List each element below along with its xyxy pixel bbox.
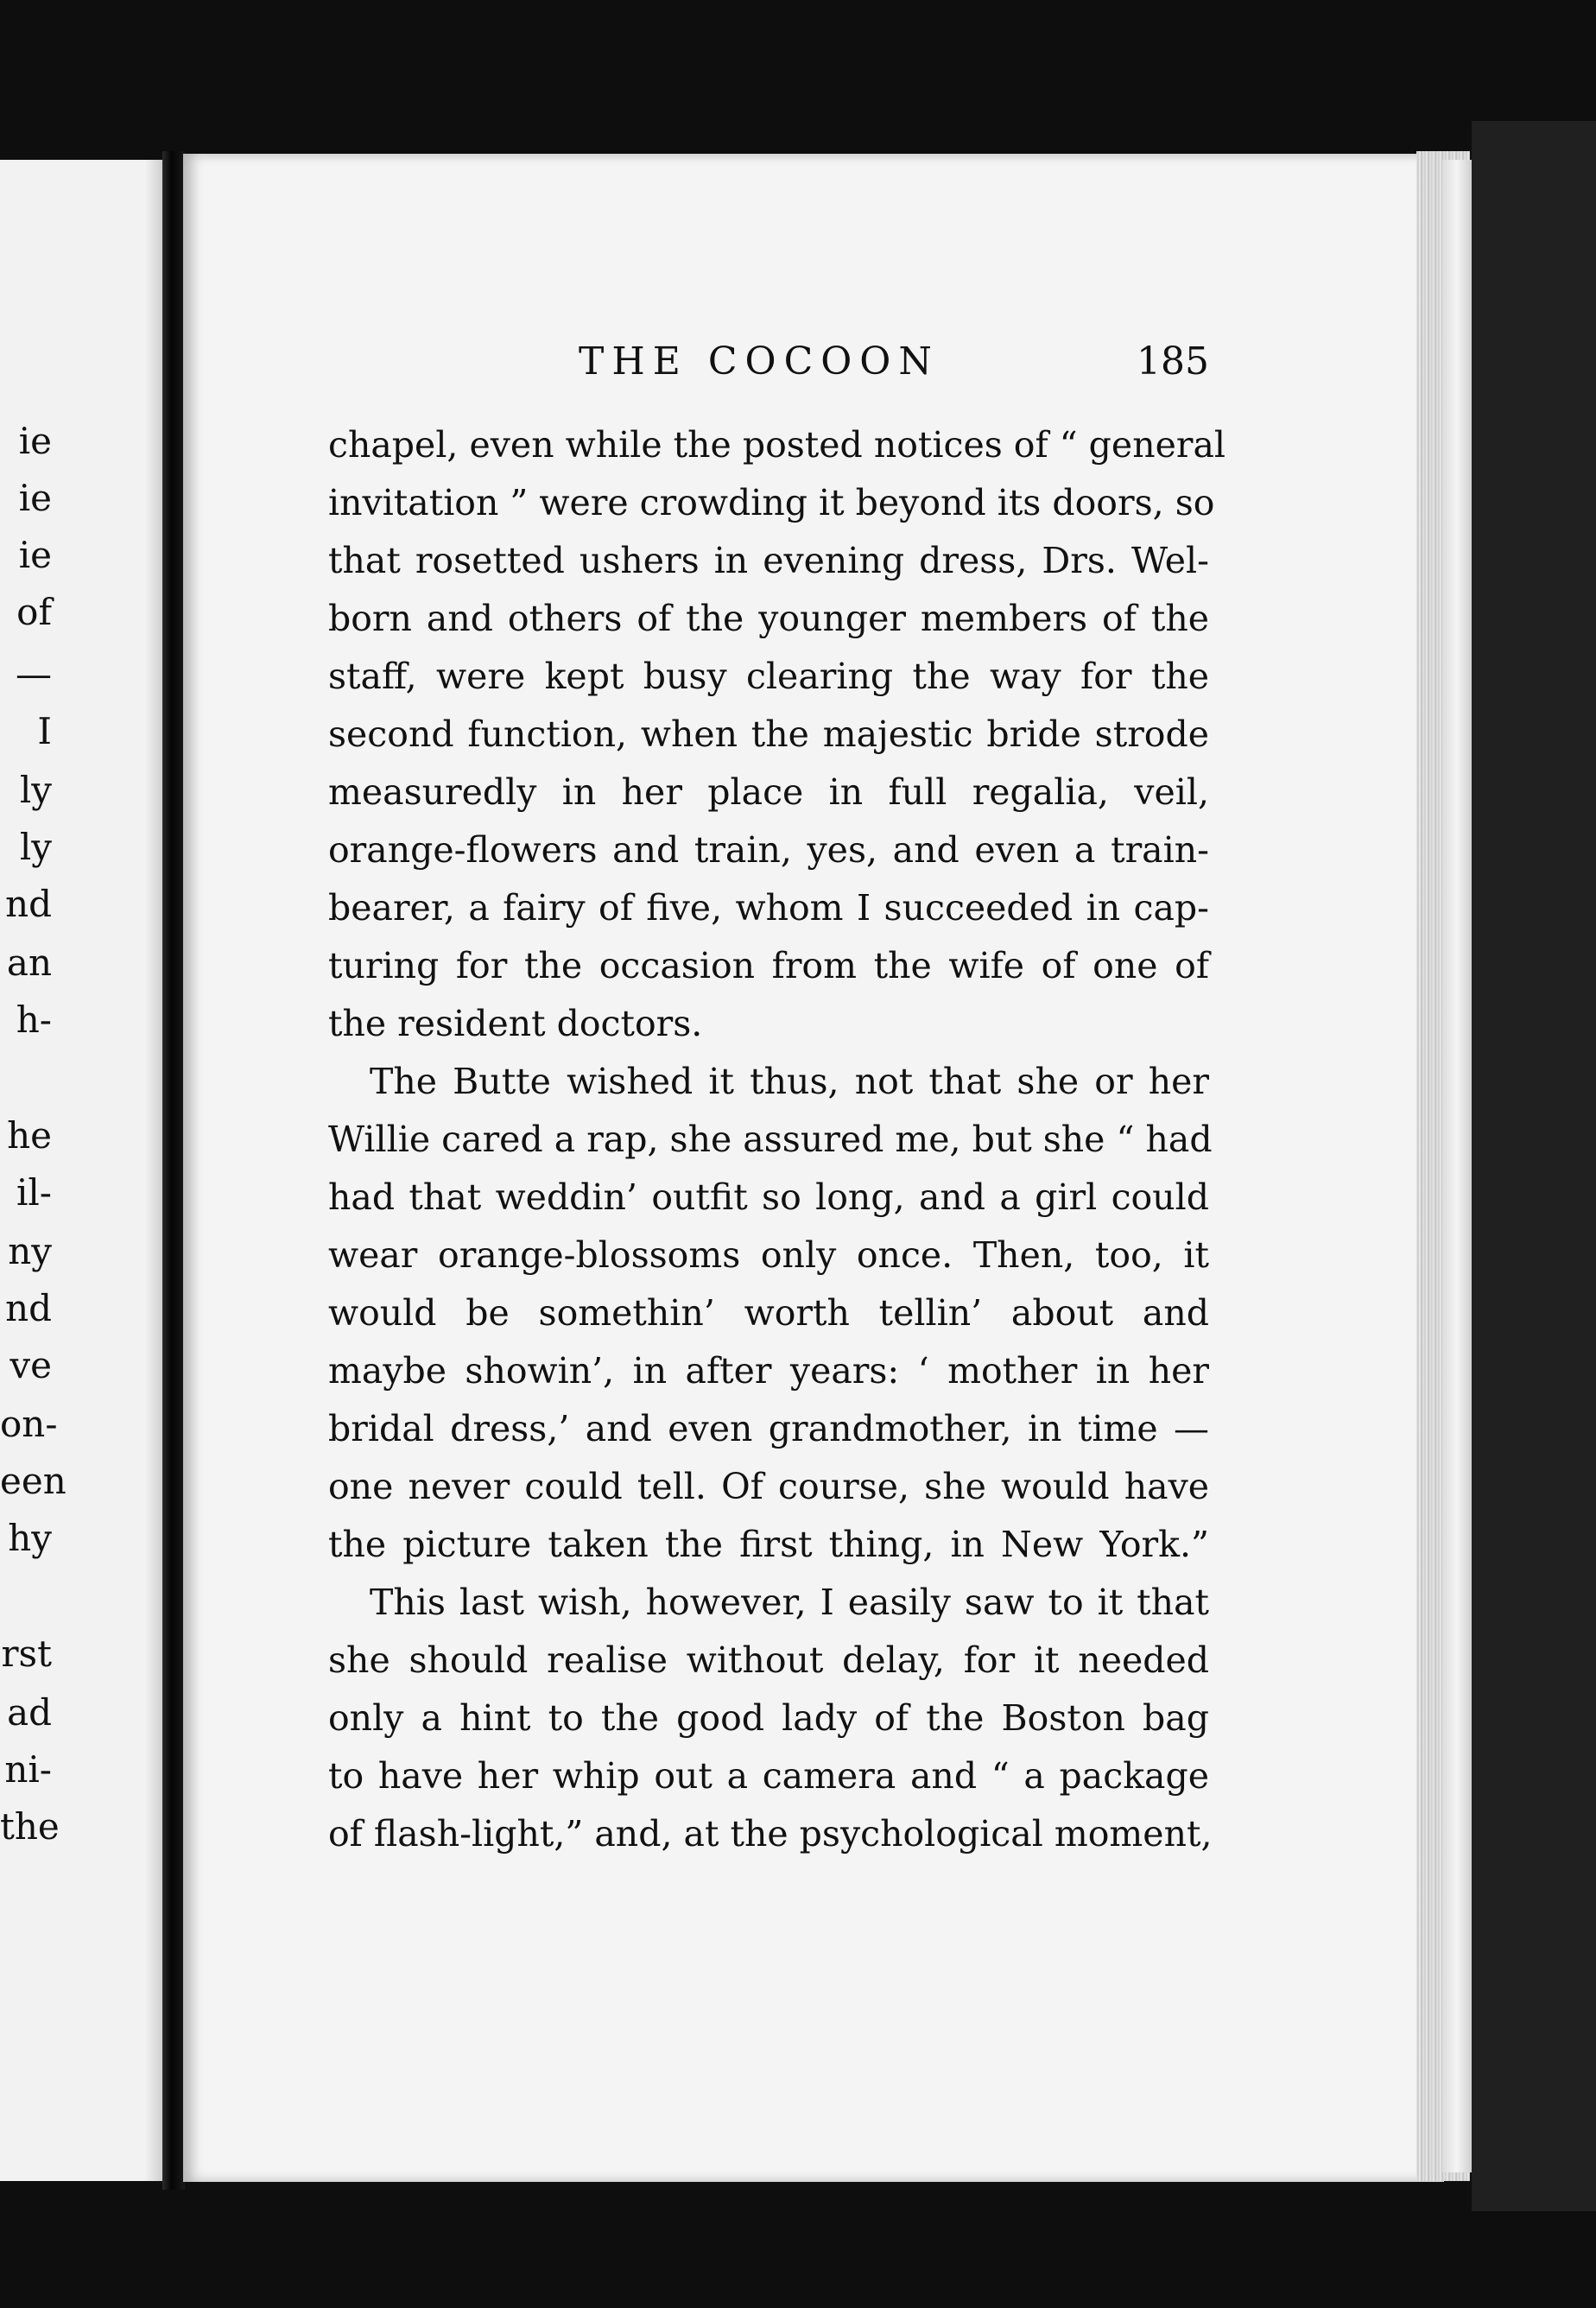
left-page-fragment: he: [7, 1114, 52, 1157]
left-page-fragment: nd: [5, 883, 52, 925]
left-page-fragment: een: [0, 1460, 66, 1502]
text-line: the picture taken the first thing, in New York.”: [328, 1524, 1209, 1565]
left-page-fragment: the: [0, 1805, 60, 1848]
text-line: only a hint to the good lady of the Boston bag: [328, 1697, 1209, 1739]
text-line: This last wish, however, I easily saw to it that: [370, 1582, 1209, 1623]
text-line: to have her whip out a camera and “ a package: [328, 1755, 1209, 1797]
running-head: THE COCOON: [579, 339, 940, 384]
body-text: [328, 416, 1226, 1863]
page-number: 185: [1137, 339, 1209, 384]
left-page-fragment: —: [16, 653, 52, 695]
text-line: The Butte wished it thus, not that she or her: [370, 1061, 1209, 1102]
text-line: chapel, even while the posted notices of “ general: [328, 424, 1226, 466]
text-line: staff, were kept busy clearing the way for the: [328, 656, 1209, 697]
text-line: would be somethin’ worth tellin’ about and: [328, 1292, 1209, 1334]
left-page-fragment: ie: [18, 420, 52, 462]
text-line: Willie cared a rap, she assured me, but she “ had: [328, 1119, 1213, 1160]
book-gutter: [162, 151, 185, 2190]
left-page-fragment: an: [6, 942, 52, 984]
text-line: born and others of the younger members of the: [328, 598, 1209, 639]
text-line: that rosetted ushers in evening dress, Drs. Wel-: [328, 540, 1209, 581]
book-cover: [1472, 121, 1596, 2211]
text-line: wear orange-blossoms only once. Then, too, it: [328, 1234, 1209, 1276]
left-page-fragment: on-: [0, 1403, 58, 1445]
left-page-fragment: h-: [16, 999, 52, 1041]
left-page-fragment: hy: [8, 1517, 52, 1559]
text-line: bearer, a fairy of five, whom I succeeded in cap-: [328, 887, 1209, 929]
left-page-fragment: ni-: [4, 1748, 52, 1791]
text-line: turing for the occasion from the wife of one of: [328, 945, 1209, 986]
text-line: measuredly in her place in full regalia, veil,: [328, 771, 1209, 813]
left-page-fragment: I: [37, 710, 52, 752]
text-line: of flash-light,” and, at the psychological moment,: [328, 1813, 1213, 1855]
left-page-fragment: ny: [8, 1230, 52, 1272]
text-line: she should realise without delay, for it needed: [328, 1639, 1209, 1681]
text-line: bridal dress,’ and even grandmother, in time —: [328, 1408, 1209, 1449]
left-page-fragment: ve: [10, 1344, 52, 1386]
text-line: one never could tell. Of course, she would have: [328, 1466, 1209, 1507]
left-page-fragment: rst: [1, 1633, 52, 1675]
left-page-fragment: ly: [19, 826, 52, 868]
text-line: invitation ” were crowding it beyond its doors, so: [328, 482, 1215, 523]
left-page-fragment: ad: [7, 1691, 52, 1734]
left-page-fragment: nd: [5, 1287, 52, 1329]
left-page-fragment: of: [16, 591, 52, 633]
text-line: had that weddin’ outfit so long, and a girl could: [328, 1176, 1209, 1218]
text-line: second function, when the majestic bride strode: [328, 713, 1209, 755]
text-line: the resident doctors.: [328, 1003, 703, 1044]
page-header: [328, 339, 1209, 383]
text-line: maybe showin’, in after years: ‘ mother in her: [328, 1350, 1209, 1392]
text-line: orange-flowers and train, yes, and even a train-: [328, 829, 1209, 871]
left-page-fragment: ie: [18, 534, 52, 576]
page-shadow: [145, 160, 162, 2181]
left-page-fragment: ie: [18, 477, 52, 519]
page-edge-inner: [1442, 160, 1472, 2172]
left-facing-page: [0, 160, 162, 2181]
left-page-fragment: ly: [19, 769, 52, 811]
left-page-fragment: il-: [16, 1171, 52, 1214]
